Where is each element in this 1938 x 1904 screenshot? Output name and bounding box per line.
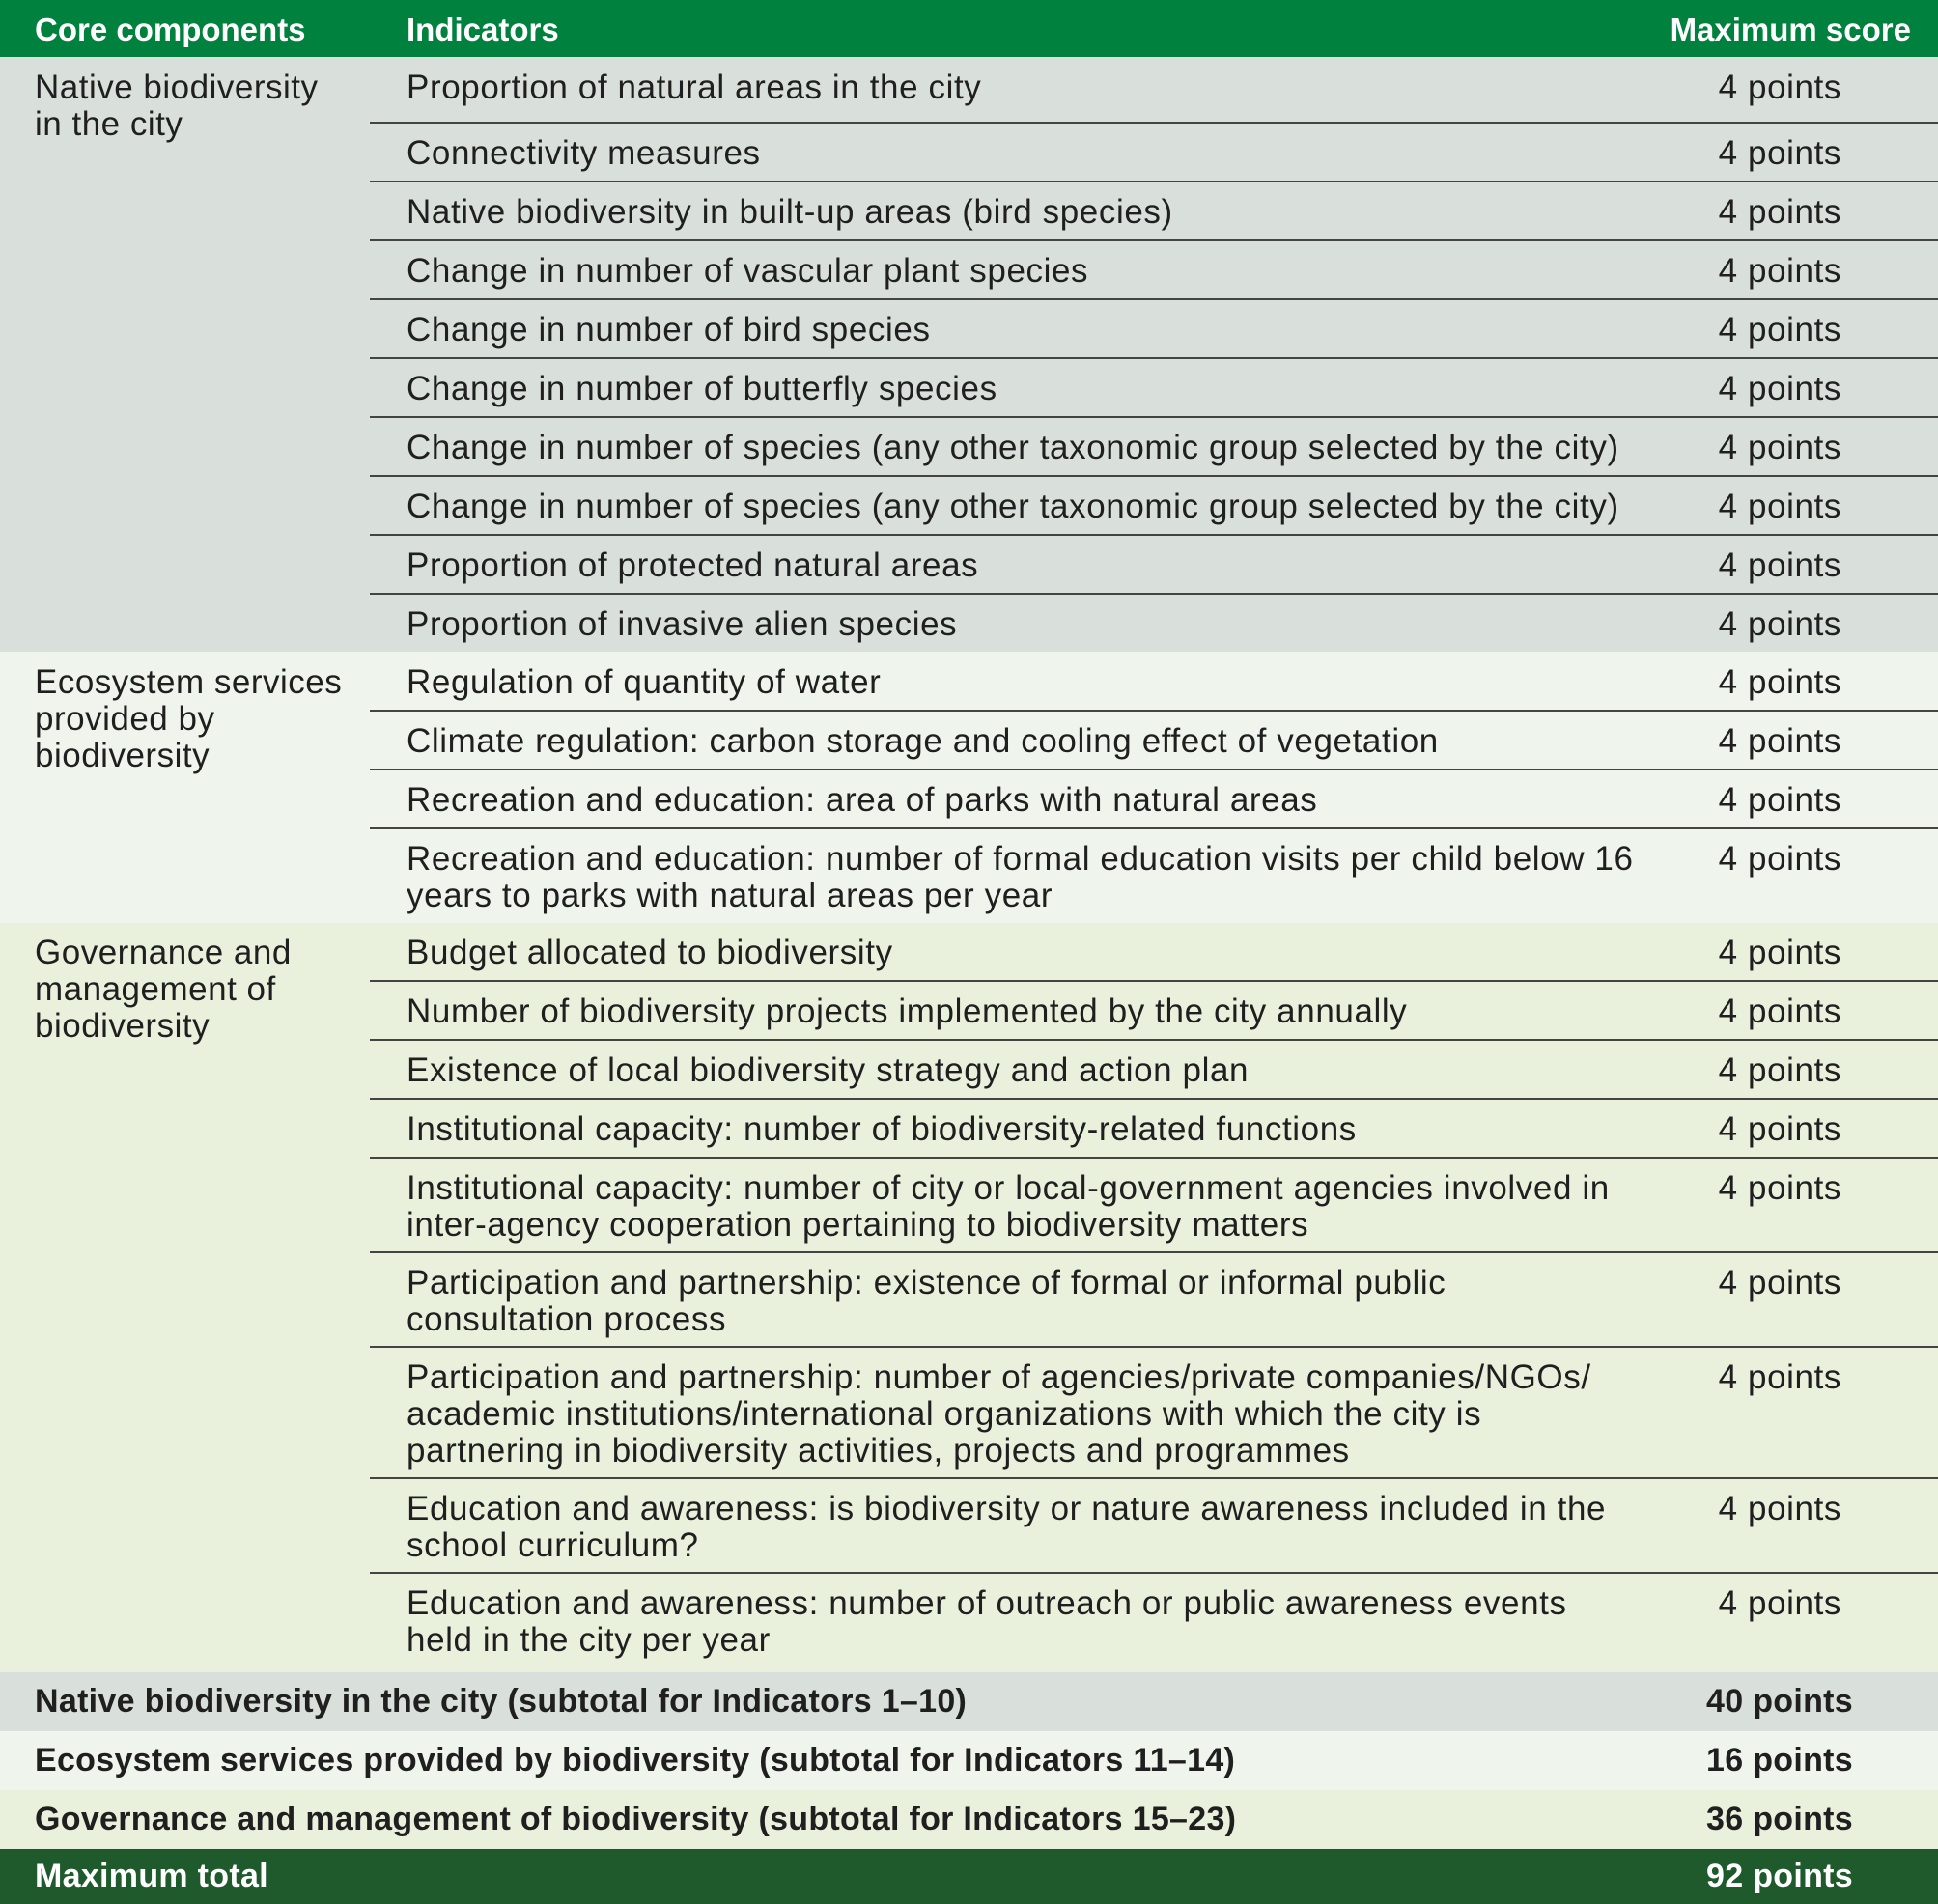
group-native-biodiversity — [0, 57, 1938, 652]
maximum-total-row — [0, 1849, 1938, 1904]
indicator-text: Institutional capacity: number of city or local-government agencies involved in inter-agency cooperation pertaining to biodiversity matters — [407, 1169, 1610, 1244]
indicator-text: Recreation and education: number of formal education visits per child below 16 years to parks with natural areas per year — [407, 840, 1634, 914]
row-divider — [370, 239, 1938, 241]
indicator-text: Change in number of butterfly species — [407, 370, 997, 407]
table-row — [370, 1491, 1938, 1574]
row-divider — [370, 357, 1938, 359]
subtotal-row-native-biodiversity — [0, 1672, 1938, 1731]
score-text: 4 points — [1718, 1169, 1841, 1207]
row-divider — [370, 181, 1938, 182]
row-divider — [370, 1251, 1938, 1253]
table-header — [0, 0, 1938, 57]
score-text: 4 points — [1718, 781, 1841, 819]
table-row — [370, 547, 1938, 595]
indicator-text: Change in number of bird species — [407, 311, 931, 349]
score-text: 4 points — [1718, 1358, 1841, 1396]
table-row — [370, 782, 1938, 829]
row-divider — [370, 1477, 1938, 1479]
indicator-text: Existence of local biodiversity strategy and action plan — [407, 1051, 1250, 1089]
score-text: 4 points — [1718, 546, 1841, 584]
score-text: 4 points — [1718, 370, 1841, 407]
indicator-text: Native biodiversity in built-up areas (bird species) — [407, 193, 1173, 231]
table-row — [370, 1052, 1938, 1100]
table-row — [370, 1265, 1938, 1348]
header-indicators: Indicators — [407, 12, 559, 47]
row-divider — [370, 980, 1938, 982]
table-row — [370, 194, 1938, 241]
indicator-text: Participation and partnership: existence of formal or informal public consultation process — [407, 1264, 1446, 1338]
indicator-text: Institutional capacity: number of biodiversity-related functions — [407, 1110, 1357, 1148]
header-maximum-score: Maximum score — [1670, 12, 1911, 47]
indicator-text: Recreation and education: area of parks with natural areas — [407, 781, 1318, 819]
indicator-text: Regulation of quantity of water — [407, 663, 882, 701]
score-text: 4 points — [1718, 993, 1841, 1030]
row-divider — [370, 710, 1938, 712]
score-text: 4 points — [1718, 722, 1841, 760]
header-core-components: Core components — [35, 12, 306, 47]
score-text: 4 points — [1718, 605, 1841, 643]
indicator-text: Budget allocated to biodiversity — [407, 934, 893, 971]
score-text: 4 points — [1718, 252, 1841, 290]
subtotal-row-governance — [0, 1790, 1938, 1849]
indicator-text: Proportion of invasive alien species — [407, 605, 958, 643]
row-divider — [370, 298, 1938, 300]
score-text: 4 points — [1718, 429, 1841, 466]
indicator-text: Proportion of natural areas in the city — [407, 69, 982, 106]
table-row — [370, 430, 1938, 477]
table-row — [370, 664, 1938, 712]
table-row — [370, 135, 1938, 182]
table-row — [370, 1359, 1938, 1479]
subtotal-label: Ecosystem services provided by biodiversity (subtotal for Indicators 11–14) — [35, 1742, 1236, 1778]
row-divider — [370, 1572, 1938, 1574]
table-row — [370, 994, 1938, 1041]
score-text: 4 points — [1718, 193, 1841, 231]
row-divider — [370, 416, 1938, 418]
score-text: 4 points — [1718, 1110, 1841, 1148]
table-row — [370, 1170, 1938, 1253]
table-row — [370, 935, 1938, 982]
row-divider — [370, 122, 1938, 124]
table-row — [370, 723, 1938, 770]
row-divider — [370, 827, 1938, 829]
indicator-text: Participation and partnership: number of agencies/private companies/NGOs/ academic institutions/international organizations with which the city is partnering in biodiversity activities, projects and programmes — [407, 1358, 1591, 1470]
group-governance-management — [0, 923, 1938, 1672]
indicator-text: Education and awareness: number of outreach or public awareness events held in the city per year — [407, 1584, 1567, 1659]
subtotal-score: 16 points — [1706, 1742, 1853, 1778]
subtotal-label: Governance and management of biodiversity (subtotal for Indicators 15–23) — [35, 1801, 1237, 1837]
table-row — [370, 70, 1938, 124]
score-text: 4 points — [1718, 311, 1841, 349]
score-text: 4 points — [1718, 1264, 1841, 1302]
indicator-text: Change in number of species (any other taxonomic group selected by the city) — [407, 429, 1619, 466]
table-row — [370, 1585, 1938, 1668]
subtotal-score: 40 points — [1706, 1683, 1853, 1720]
indicator-text: Change in number of vascular plant species — [407, 252, 1089, 290]
score-text: 4 points — [1718, 934, 1841, 971]
score-text: 4 points — [1718, 663, 1841, 701]
subtotal-row-ecosystem-services — [0, 1731, 1938, 1790]
table-row — [370, 606, 1938, 650]
component-label: Governance and management of biodiversity — [35, 934, 292, 1045]
score-text: 4 points — [1718, 134, 1841, 172]
table-row — [370, 489, 1938, 536]
score-text: 4 points — [1718, 840, 1841, 878]
row-divider — [370, 475, 1938, 477]
table-row — [370, 253, 1938, 300]
score-text: 4 points — [1718, 1490, 1841, 1527]
subtotal-label: Native biodiversity in the city (subtotal for Indicators 1–10) — [35, 1683, 968, 1720]
row-divider — [370, 534, 1938, 536]
table-row — [370, 841, 1938, 920]
row-divider — [370, 1039, 1938, 1041]
component-label: Native biodiversity in the city — [35, 69, 319, 143]
indicator-text: Climate regulation: carbon storage and cooling effect of vegetation — [407, 722, 1439, 760]
score-text: 4 points — [1718, 488, 1841, 525]
score-text: 4 points — [1718, 69, 1841, 106]
indicator-text: Connectivity measures — [407, 134, 761, 172]
row-divider — [370, 1157, 1938, 1159]
table-row — [370, 312, 1938, 359]
indicator-text: Education and awareness: is biodiversity or nature awareness included in the school curriculum? — [407, 1490, 1607, 1564]
total-label: Maximum total — [35, 1858, 268, 1894]
row-divider — [370, 1346, 1938, 1348]
table-row — [370, 371, 1938, 418]
group-ecosystem-services — [0, 652, 1938, 923]
subtotal-score: 36 points — [1706, 1801, 1853, 1837]
component-label: Ecosystem services provided by biodiversity — [35, 663, 343, 774]
row-divider — [370, 593, 1938, 595]
indicator-text: Proportion of protected natural areas — [407, 546, 979, 584]
score-text: 4 points — [1718, 1051, 1841, 1089]
total-score: 92 points — [1706, 1858, 1853, 1894]
row-divider — [370, 1098, 1938, 1100]
table-row — [370, 1111, 1938, 1159]
indicator-text: Number of biodiversity projects implemented by the city annually — [407, 993, 1408, 1030]
indicator-text: Change in number of species (any other taxonomic group selected by the city) — [407, 488, 1619, 525]
score-text: 4 points — [1718, 1584, 1841, 1622]
row-divider — [370, 769, 1938, 770]
